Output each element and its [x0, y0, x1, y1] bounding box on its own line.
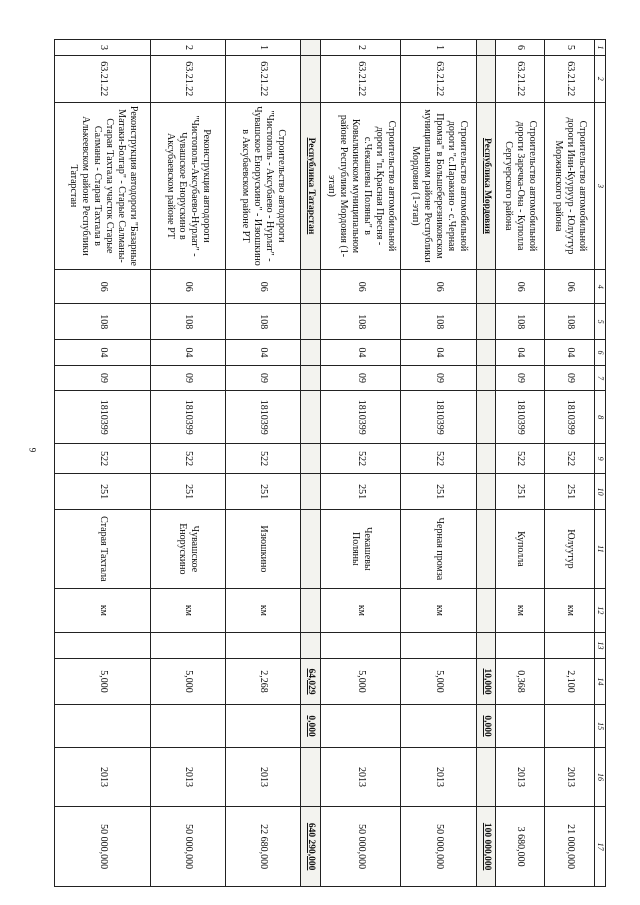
column-header: 15	[594, 705, 605, 747]
cell-c9: 522	[226, 444, 301, 474]
cell-c13	[401, 633, 476, 658]
cell-code: 63.21.22	[401, 55, 476, 102]
cell-c9: 522	[401, 444, 476, 474]
cell-num: 1	[226, 40, 301, 56]
cell-num: 2	[151, 40, 226, 56]
cell-c4: 06	[496, 270, 545, 304]
cell-c17: 21 000,000	[545, 807, 594, 887]
section-cell	[301, 633, 321, 658]
cell-place: Черная промза	[401, 510, 476, 589]
cell-c5: 108	[401, 304, 476, 340]
cell-num: 3	[55, 40, 151, 56]
section-cell	[301, 474, 321, 510]
cell-c10: 251	[496, 474, 545, 510]
section-row	[476, 40, 496, 887]
section-cell	[301, 444, 321, 474]
cell-c16: 2013	[401, 747, 476, 806]
cell-unit: км	[321, 588, 401, 633]
cell-c13	[55, 633, 151, 658]
cell-c8: 1810399	[401, 391, 476, 444]
cell-c16: 2013	[321, 747, 401, 806]
cell-place: Чекашевы Поляны	[321, 510, 401, 589]
cell-c16: 2013	[55, 747, 151, 806]
cell-c10: 251	[401, 474, 476, 510]
section-cell	[301, 365, 321, 390]
cell-unit: км	[55, 588, 151, 633]
cell-c10: 251	[151, 474, 226, 510]
cell-unit: км	[496, 588, 545, 633]
cell-c16: 2013	[151, 747, 226, 806]
cell-c4: 06	[55, 270, 151, 304]
section-title: Республика Татарстан	[301, 102, 321, 270]
cell-num: 1	[401, 40, 476, 56]
section-cell	[476, 391, 496, 444]
column-header: 4	[594, 270, 605, 304]
cell-c16: 2013	[226, 747, 301, 806]
section-cell	[301, 55, 321, 102]
column-header: 11	[594, 510, 605, 589]
section-cell	[301, 391, 321, 444]
cell-code: 63.21.22	[545, 55, 594, 102]
cell-c13	[321, 633, 401, 658]
table-row	[55, 40, 151, 887]
section-cell	[476, 365, 496, 390]
table-row	[226, 40, 301, 887]
section-cell	[476, 55, 496, 102]
section-cell	[476, 747, 496, 806]
cell-c6: 04	[545, 340, 594, 365]
cell-c5: 108	[321, 304, 401, 340]
cell-unit: км	[226, 588, 301, 633]
section-row	[301, 40, 321, 887]
table-row	[545, 40, 594, 887]
cell-unit: км	[151, 588, 226, 633]
cell-c14: 5,000	[55, 658, 151, 705]
cell-name: Строительство автодороги "Чистополь - Аксубаево - Нурлат" - Чувашское Енорускино" - Изюшкино в Аксубаевском районе РТ	[226, 102, 301, 270]
section-cell	[476, 633, 496, 658]
cell-c7: 09	[226, 365, 301, 390]
cell-c9: 522	[151, 444, 226, 474]
rotated-page	[54, 39, 606, 887]
table-row	[401, 40, 476, 887]
section-total-length: 10,000	[476, 658, 496, 705]
cell-c14: 5,000	[401, 658, 476, 705]
cell-c14: 5,000	[321, 658, 401, 705]
cell-c17: 22 680,000	[226, 807, 301, 887]
cell-c9: 522	[496, 444, 545, 474]
section-cell	[476, 474, 496, 510]
section-cell	[301, 40, 321, 56]
section-cell	[301, 588, 321, 633]
cell-c10: 251	[55, 474, 151, 510]
cell-c10: 251	[321, 474, 401, 510]
cell-c8: 1810399	[545, 391, 594, 444]
table-row	[496, 40, 545, 887]
cell-c4: 06	[226, 270, 301, 304]
cell-c7: 09	[151, 365, 226, 390]
cell-c8: 1810399	[321, 391, 401, 444]
cell-c6: 04	[151, 340, 226, 365]
cell-c15	[496, 705, 545, 747]
cell-c5: 108	[151, 304, 226, 340]
section-total-cost: 640 290,000	[301, 807, 321, 887]
cell-code: 63.21.22	[226, 55, 301, 102]
column-header: 5	[594, 304, 605, 340]
section-total-c15: 0,000	[476, 705, 496, 747]
section-cell	[301, 270, 321, 304]
cell-c13	[226, 633, 301, 658]
cell-c5: 108	[226, 304, 301, 340]
cell-c5: 108	[55, 304, 151, 340]
cell-num: 2	[321, 40, 401, 56]
cell-c14: 2,100	[545, 658, 594, 705]
section-cell	[476, 304, 496, 340]
cell-c5: 108	[545, 304, 594, 340]
cell-c6: 04	[226, 340, 301, 365]
column-header: 16	[594, 747, 605, 806]
cell-c9: 522	[321, 444, 401, 474]
section-total-length: 64,029	[301, 658, 321, 705]
investment-table	[54, 39, 606, 887]
cell-c8: 1810399	[226, 391, 301, 444]
cell-c17: 50 000,000	[321, 807, 401, 887]
cell-num: 5	[545, 40, 594, 56]
cell-c4: 06	[321, 270, 401, 304]
cell-code: 63.21.22	[151, 55, 226, 102]
cell-code: 63.21.22	[321, 55, 401, 102]
cell-c17: 50 000,000	[55, 807, 151, 887]
column-header: 1	[594, 40, 605, 56]
section-cell	[476, 270, 496, 304]
cell-name: Строительство автомобильной дороги "п.Красная Пресня - с.Чекашевы Поляны" в Ковылкинском муниципальном районе Республики Мордовия (1-этап)	[321, 102, 401, 270]
cell-c14: 5,000	[151, 658, 226, 705]
cell-c9: 522	[545, 444, 594, 474]
cell-c6: 04	[55, 340, 151, 365]
cell-c14: 2,268	[226, 658, 301, 705]
column-header: 17	[594, 807, 605, 887]
cell-name: Строительство автомобильной дороги Заречка-Она - Куполла Сергуерского района	[496, 102, 545, 270]
cell-c15	[151, 705, 226, 747]
cell-c14: 0,368	[496, 658, 545, 705]
section-cell	[301, 510, 321, 589]
section-total-c15: 0,000	[301, 705, 321, 747]
cell-place: Куполла	[496, 510, 545, 589]
cell-c4: 06	[151, 270, 226, 304]
cell-c7: 09	[545, 365, 594, 390]
cell-c5: 108	[496, 304, 545, 340]
section-cell	[301, 747, 321, 806]
table-row	[321, 40, 401, 887]
cell-c17: 50 000,000	[401, 807, 476, 887]
section-cell	[476, 444, 496, 474]
cell-c8: 1810399	[55, 391, 151, 444]
cell-name: Строительство автомобильной дороги Ини-Кууруур - Юлуутур Моржинского района	[545, 102, 594, 270]
cell-c7: 09	[321, 365, 401, 390]
cell-c7: 09	[401, 365, 476, 390]
section-cell	[476, 588, 496, 633]
column-header: 7	[594, 365, 605, 390]
cell-name: Реконструкция автодороги "Базарные Матаки-Болгар" - Старые Салманы-Старая Тахтала участок Старые Салманы - Старая Тахтала в Алькеевском районе Республики Татарстан	[55, 102, 151, 270]
cell-place: Изюшкино	[226, 510, 301, 589]
section-cell	[476, 340, 496, 365]
column-header: 3	[594, 102, 605, 270]
cell-name: Строительство автомобильной дороги "с.Паракино - с.Черная Промза" в Большеберезниковском муниципальном районе Республики Мордовия (1-этап)	[401, 102, 476, 270]
cell-c13	[545, 633, 594, 658]
cell-c15	[321, 705, 401, 747]
column-header: 2	[594, 55, 605, 102]
cell-c16: 2013	[545, 747, 594, 806]
cell-c16: 2013	[496, 747, 545, 806]
cell-code: 63.21.22	[496, 55, 545, 102]
cell-num: 6	[496, 40, 545, 56]
cell-c8: 1810399	[496, 391, 545, 444]
cell-c4: 06	[545, 270, 594, 304]
cell-c6: 04	[401, 340, 476, 365]
section-title: Республика Мордовия	[476, 102, 496, 270]
cell-c6: 04	[321, 340, 401, 365]
cell-c13	[151, 633, 226, 658]
cell-place: Чувашское Енорускино	[151, 510, 226, 589]
column-header: 13	[594, 633, 605, 658]
section-cell	[476, 40, 496, 56]
column-header-row	[594, 40, 605, 887]
column-header: 6	[594, 340, 605, 365]
section-cell	[301, 304, 321, 340]
cell-c9: 522	[55, 444, 151, 474]
cell-c4: 06	[401, 270, 476, 304]
column-header: 12	[594, 588, 605, 633]
column-header: 9	[594, 444, 605, 474]
cell-c15	[55, 705, 151, 747]
cell-c15	[545, 705, 594, 747]
cell-c17: 50 000,000	[151, 807, 226, 887]
table-row	[151, 40, 226, 887]
cell-unit: км	[401, 588, 476, 633]
cell-c17: 3 680,000	[496, 807, 545, 887]
cell-c6: 04	[496, 340, 545, 365]
cell-c7: 09	[55, 365, 151, 390]
cell-code: 63.21.22	[55, 55, 151, 102]
section-total-cost: 100 000,000	[476, 807, 496, 887]
cell-c13	[496, 633, 545, 658]
section-cell	[301, 340, 321, 365]
cell-c10: 251	[226, 474, 301, 510]
cell-c10: 251	[545, 474, 594, 510]
cell-c7: 09	[496, 365, 545, 390]
cell-place: Юлуутур	[545, 510, 594, 589]
cell-name: Реконструкция автодороги "Чистополь-Аксубаево-Нурлат" - Чувашское Енорускино в Аксубаевском районе РТ	[151, 102, 226, 270]
cell-c8: 1810399	[151, 391, 226, 444]
cell-c15	[226, 705, 301, 747]
cell-place: Старая Тахтала	[55, 510, 151, 589]
column-header: 8	[594, 391, 605, 444]
page-number: 9	[27, 447, 38, 453]
cell-c15	[401, 705, 476, 747]
cell-unit: км	[545, 588, 594, 633]
column-header: 10	[594, 474, 605, 510]
column-header: 14	[594, 658, 605, 705]
section-cell	[476, 510, 496, 589]
